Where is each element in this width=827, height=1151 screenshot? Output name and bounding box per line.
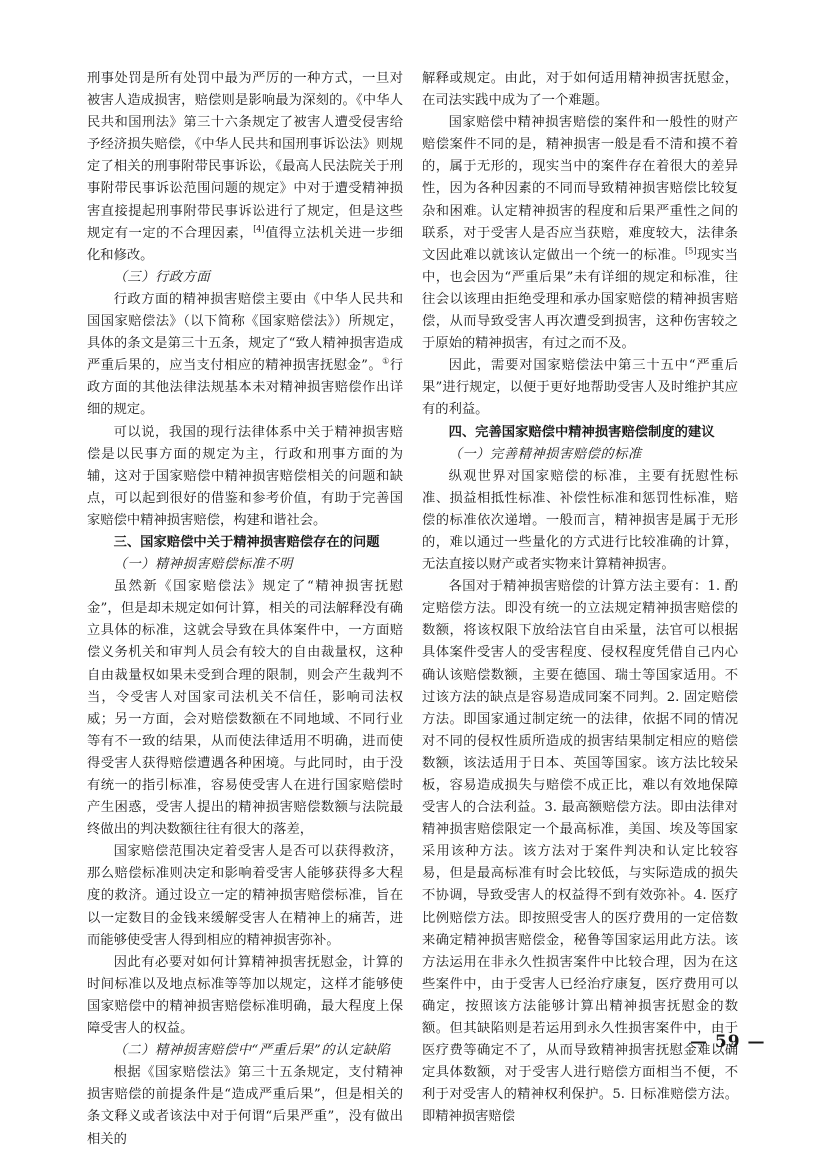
section-heading-4: 四、完善国家赔偿中精神损害赔偿制度的建议 xyxy=(448,424,715,440)
paragraph: 行政方面的精神损害赔偿主要由《中华人民共和国国家赔偿法》（以下简称《国家赔偿法》）所规定，具体的条文是第三十五条，规定了“致人精神损害造成严重后果的，应当支付相应的精神损害抚慰金”。①行政方面的其他法律法规基本未对精神损害赔偿作出详细的规定。 xyxy=(87,291,403,418)
paragraph: 刑事处罚是所有处罚中最为严厉的一种方式，一旦对被害人造成损害，赔偿则是影响最为深刻的。《中华人民共和国刑法》第三十六条规定了被害人遭受侵害给予经济损失赔偿，《中华人民共和国刑事诉讼法》则规定了相关的刑事附带民事诉讼，《最高人民法院关于刑事附带民事诉讼范围问题的规定》中对于遭受精神损害直接提起刑事附带民事诉讼进行了规定，但是这些规定有一定的不合理因素，[4]值得立法机关进一步细化和修改。 xyxy=(87,71,404,263)
paragraph: 国家赔偿范围决定着受害人是否可以获得救济，那么赔偿标准则决定和影响着受害人能够获得多大程度的救济。通过设立一定的精神损害赔偿标准，旨在以一定数目的金钱来缓解受害人在精神上的痛苦，进而能够使受害人得到相应的精神损害弥补。 xyxy=(87,844,403,948)
left-column xyxy=(87,68,403,1151)
page-number: — 59 — xyxy=(690,1032,766,1052)
subsection-heading-4-1: （一）完善精神损害赔偿的标准 xyxy=(448,446,642,462)
paragraph: 因此，需要对国家赔偿法中第三十五中“严重后果”进行规定，以便于更好地帮助受害人及时维护其应有的利益。 xyxy=(422,358,738,418)
paragraph: 各国对于精神损害赔偿的计算方法主要有：1. 酌定赔偿方法。即没有统一的立法规定精神损害赔偿的数额，将该权限下放给法官自由采量，法官可以根据具体案件受害人的受害程度、侵权程度凭借自己内心确认该赔偿数额，主要在德国、瑞士等国家适用。不过该方法的缺点是容易造成同案不同判。2. 固定赔偿方法。即国家通过制定统一的法律，依据不同的情况对不同的侵权性质所造成的损害结果制定相应的赔偿数额，该法适用于日本、英国等国家。该方法比较呆板，容易造成损失与赔偿不成正比，难以有效地保障受害人的合法利益。3. 最高额赔偿方法。即由法律对精神损害赔偿限定一个最高标准，美国、埃及等国家采用该种方法。该方法对于案件判决和认定比较容易，但是最高标准有时会比较低，与实际造成的损失不协调，导致受害人的权益得不到有效弥补。4. 医疗比例赔偿方法。即按照受害人的医疗费用的一定倍数来确定精神损害赔偿金，秘鲁等国家运用此方法。该方法运用在非永久性损害案件中比较合理，因为在这些案件中，由于受害人已经治疗康复，医疗费用可以确定，按照该方法能够计算出精神损害抚慰金的数额。但其缺陷则是若运用到永久性损害案件中，由于医疗费等确定不了，从而导致精神损害抚慰金难以确定具体数额，对于受害人进行赔偿方面相当不便，不利于对受害人的精神权利保护。5. 日标准赔偿方法。即精神损害赔偿 xyxy=(422,579,738,1125)
section-heading-3: 三、国家赔偿中关于精神损害赔偿存在的问题 xyxy=(113,534,380,550)
paragraph: 根据《国家赔偿法》第三十五条规定，支付精神损害赔偿的前提条件是“造成严重后果”，但是相关的条文释义或者该法中对于何谓“后果严重”，没有做出相关的 xyxy=(87,1065,403,1147)
paragraph: 国家赔偿中精神损害赔偿的案件和一般性的财产赔偿案件不同的是，精神损害一般是看不清和摸不着的，属于无形的，现实当中的案件存在着很大的差异性，因为各种因素的不同而导致精神损害赔偿比较复杂和困难。认定精神损害的程度和后果严重性之间的联系，对于受害人是否应当获赔，难度较大，法律条文因此难以就该认定做出一个统一的标准。[5]现实当中，也会因为“严重后果”未有详细的规定和标准，往往会以该理由拒绝受理和承办国家赔偿的精神损害赔偿，从而导致受害人再次遭受到损害，这种伤害较之于原始的精神损害，有过之而不及。 xyxy=(422,115,739,352)
right-column xyxy=(422,68,738,1129)
subsection-heading-administrative: （三）行政方面 xyxy=(113,269,211,285)
subsection-heading-3-2: （二）精神损害赔偿中“严重后果”的认定缺陷 xyxy=(113,1043,391,1059)
paragraph: 可以说，我国的现行法律体系中关于精神损害赔偿是以民事方面的规定为主，行政和刑事方面的为辅，这对于国家赔偿中精神损害赔偿相关的问题和缺点，可以起到很好的借鉴和参考价值，有助于完善国家赔偿中精神损害赔偿，构建和谐社会。 xyxy=(87,424,403,528)
footnote-ref: ① xyxy=(382,356,390,366)
subsection-heading-3-1: （一）精神损害赔偿标准不明 xyxy=(113,557,293,573)
paragraph: 虽然新《国家赔偿法》规定了“精神损害抚慰金”，但是却未规定如何计算，相关的司法解释没有确立具体的标准，这就会导致在具体案件中，一方面赔偿义务机关和审判人员会有较大的自由裁量权，这种自由裁量权如果未受到合理的限制，则会产生裁判不当，令受害人对国家司法机关不信任，影响司法权威；另一方面，会对赔偿数额在不同地域、不同行业等有不一致的结果，从而使法律适用不明确，进而使得受害人获得赔偿遭遇各种困境。与此同时，由于没有统一的指引标准，容易使受害人在进行国家赔偿时产生困惑，受害人提出的精神损害赔偿数额与法院最终做出的判决数额往往有很大的落差， xyxy=(87,579,403,838)
citation-ref: [5] xyxy=(685,246,697,256)
paragraph: 因此有必要对如何计算精神损害抚慰金，计算的时间标准以及地点标准等等加以规定，这样才能够使国家赔偿中的精神损害赔偿标准明确，最大程度上保障受害人的权益。 xyxy=(87,954,403,1037)
paragraph: 解释或规定。由此，对于如何适用精神损害抚慰金，在司法实践中成为了一个难题。 xyxy=(422,71,738,109)
paragraph: 纵观世界对国家赔偿的标准，主要有抚慰性标准、损益相抵性标准、补偿性标准和惩罚性标准，赔偿的标准依次递增。一般而言，精神损害是属于无形的，难以通过一些量化的方式进行比较准确的计算，无法直接以财产或者实物来计算精神损害。 xyxy=(422,468,738,573)
citation-ref: [4] xyxy=(253,224,265,234)
